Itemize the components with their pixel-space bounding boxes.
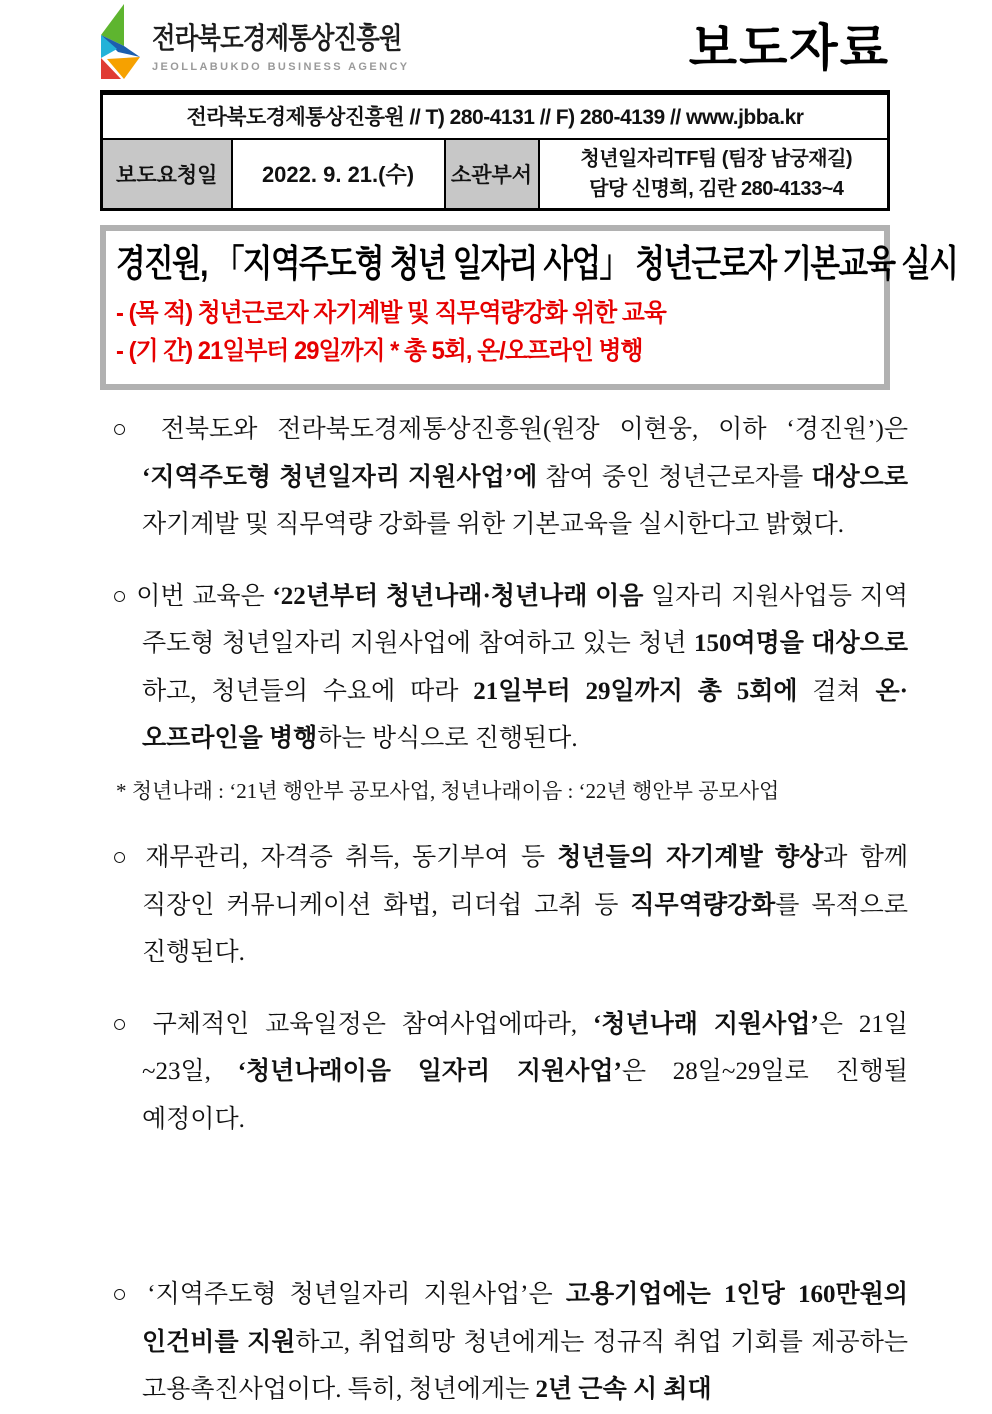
request-date-value: 2022. 9. 21.(수) <box>232 139 445 210</box>
body-footnote: * 청년나래 : ‘21년 행안부 공모사업, 청년나래이음 : ‘22년 행안부 공모사업 <box>116 778 780 803</box>
agency-contact-line: 전라북도경제통상진흥원 // T) 280-4131 // F) 280-4139 // www.jbba.kr <box>102 93 889 139</box>
department-label: 소관부서 <box>445 139 539 210</box>
agency-name-english: JEOLLABUKDO BUSINESS AGENCY <box>152 61 410 73</box>
body-paragraph: ○ 이번 교육은 ‘22년부터 청년나래·청년나래 이음 일자리 지원사업등 지역 주도형 청년일자리 지원사업에 참여하고 있는 청년 150여명을 대상으로 하고, 청년들의 수요에 따라 21일부터 29일까지 총 5회에 걸쳐 온·오프라인을 병행하는 방식으로 진행된다. <box>112 582 908 753</box>
agency-logo-icon <box>88 2 150 88</box>
headline-purpose-line: - (목 적) 청년근로자 자기계발 및 직무역량강화 위한 교육 <box>116 299 666 328</box>
page-header <box>0 0 992 90</box>
press-info-table <box>100 90 890 211</box>
document-type-title: 보도자료 <box>688 20 890 76</box>
headline-title: 경진원, 「지역주도형 청년 일자리 사업」 청년근로자 기본교육 실시 <box>116 242 958 284</box>
agency-name-korean: 전라북도경제통상진흥원 <box>152 23 402 55</box>
headline-box <box>100 225 958 391</box>
department-team-line: 청년일자리TF팀 (팀장 남궁재길) <box>580 147 853 170</box>
department-staff-line: 담당 신명희, 김란 280-4133~4 <box>589 177 844 200</box>
detail-row <box>102 139 889 210</box>
body-paragraph: ○ ‘지역주도형 청년일자리 지원사업’은 고용기업에는 1인당 160만원의 인건비를 지원하고, 취업희망 청년에게는 정규직 취업 기회를 제공하는 고용촉진사업이다. 특히, 청년에게는 2년 근속 시 최대 <box>112 1281 908 1404</box>
agency-logo-text <box>152 16 449 75</box>
body-paragraph: ○ 전북도와 전라북도경제통상진흥원(원장 이현웅, 이하 ‘경진원’)은 ‘지역주도형 청년일자리 지원사업’에 참여 중인 청년근로자를 대상으로 자기계발 및 직무역량 강화를 위한 기본교육을 실시한다고 밝혔다. <box>112 416 908 539</box>
headline-period-line: - (기 간) 21일부터 29일까지 * 총 5회, 온/오프라인 병행 <box>116 336 643 365</box>
headline-bullets <box>116 295 876 370</box>
body-content <box>112 406 908 1414</box>
body-paragraph: ○ 재무관리, 자격증 취득, 동기부여 등 청년들의 자기계발 향상과 함께 직장인 커뮤니케이션 화법, 리더쉽 고취 등 직무역량강화를 목적으로 진행된다. <box>112 844 909 967</box>
body-paragraph: ○ 구체적인 교육일정은 참여사업에따라, ‘청년나래 지원사업’은 21일~23일, ‘청년나래이음 일자리 지원사업’은 28일~29일로 진행될 예정이다. <box>112 1010 908 1133</box>
department-contact <box>539 139 889 210</box>
request-date-label: 보도요청일 <box>102 139 232 210</box>
contact-row <box>102 93 889 139</box>
